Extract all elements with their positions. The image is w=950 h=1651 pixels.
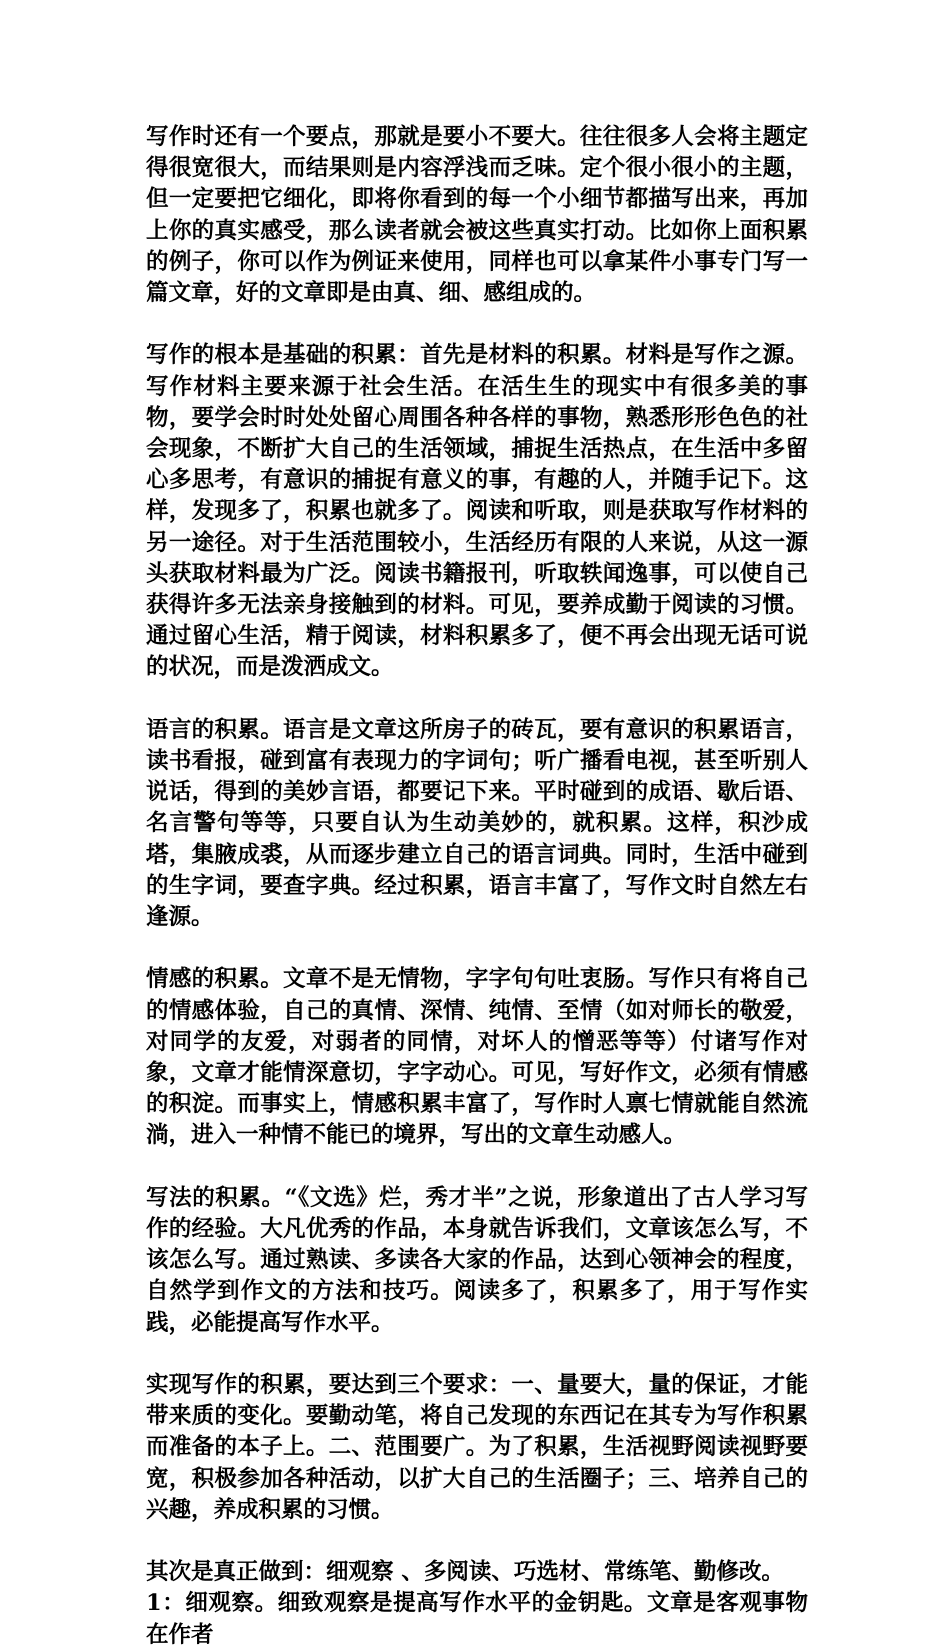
paragraph-five-practices: 其次是真正做到：细观察 、多阅读、巧选材、常练笔、勤修改。 (146, 1559, 784, 1586)
document-body (146, 122, 808, 1651)
paragraph-language-accumulation: 语言的积累。语言是文章这所房子的砖瓦，要有意识的积累语言，读书看报，碰到富有表现力的字词句；听广播看电视，甚至听别人说话，得到的美妙言语，都要记下来。平时碰到的成语、歇后语、名言警句等等，只要自认为生动美妙的，就积累。这样，积沙成塔，集腋成裘，从而逐步建立自己的语言词典。同时，生活中碰到的生字词，要查字典。经过积累，语言丰富了，写作文时自然左右逢源。 (146, 716, 808, 931)
paragraph-keep-small: 写作时还有一个要点，那就是要小不要大。往往很多人会将主题定得很宽很大，而结果则是内容浮浅而乏味。定个很小很小的主题，但一定要把它细化，即将你看到的每一个小细节都描写出来，再加上你的真实感受，那么读者就会被这些真实打动。比如你上面积累的例子，你可以作为例证来使用，同样也可以拿某件小事专门写一篇文章，好的文章即是由真、细、感组成的。 (146, 124, 808, 307)
paragraph-emotion-accumulation: 情感的积累。文章不是无情物，字字句句吐衷肠。写作只有将自己的情感体验，自己的真情、深情、纯情、至情（如对师长的敬爱，对同学的友爱，对弱者的同情，对坏人的憎恶等等）付诸写作对象，文章才能情深意切，字字动心。可见，写好作文，必须有情感的积淀。而事实上，情感积累丰富了，写作时人禀七情就能自然流淌，进入一种情不能已的境界，写出的文章生动感人。 (146, 966, 808, 1149)
paragraph-technique-accumulation: 写法的积累。“《文选》烂，秀才半”之说，形象道出了古人学习写作的经验。大凡优秀的作品，本身就告诉我们，文章该怎么写，不该怎么写。通过熟读、多读各大家的作品，达到心领神会的程度，自然学到作文的方法和技巧。阅读多了，积累多了，用于写作实践，必能提高写作水平。 (146, 1184, 808, 1336)
paragraph-material-accumulation: 写作的根本是基础的积累：首先是材料的积累。材料是写作之源。写作材料主要来源于社会生活。在活生生的现实中有很多美的事物，要学会时时处处留心周围各种各样的事物，熟悉形形色色的社会现象，不断扩大自己的生活领域，捕捉生活热点，在生活中多留心多思考，有意识的捕捉有意义的事，有趣的人，并随手记下。这样，发现多了，积累也就多了。阅读和听取，则是获取写作材料的另一途径。对于生活范围较小，生活经历有限的人来说，从这一源头获取材料最为广泛。阅读书籍报刊，听取轶闻逸事，可以使自己获得许多无法亲身接触到的材料。可见，要养成勤于阅读的习惯。通过留心生活，精于阅读，材料积累多了，便不再会出现无话可说的状况，而是泼洒成文。 (146, 342, 808, 681)
paragraph-three-requirements: 实现写作的积累，要达到三个要求：一、量要大，量的保证，才能带来质的变化。要勤动笔，将自己发现的东西记在其专为写作积累而准备的本子上。二、范围要广。为了积累，生活视野阅读视野要宽，积极参加各种活动，以扩大自己的生活圈子；三、培养自己的兴趣，养成积累的习惯。 (146, 1372, 808, 1523)
paragraph-observe-carefully: 1：细观察。细致观察是提高写作水平的金钥匙。文章是客观事物在作者 (146, 1590, 808, 1648)
